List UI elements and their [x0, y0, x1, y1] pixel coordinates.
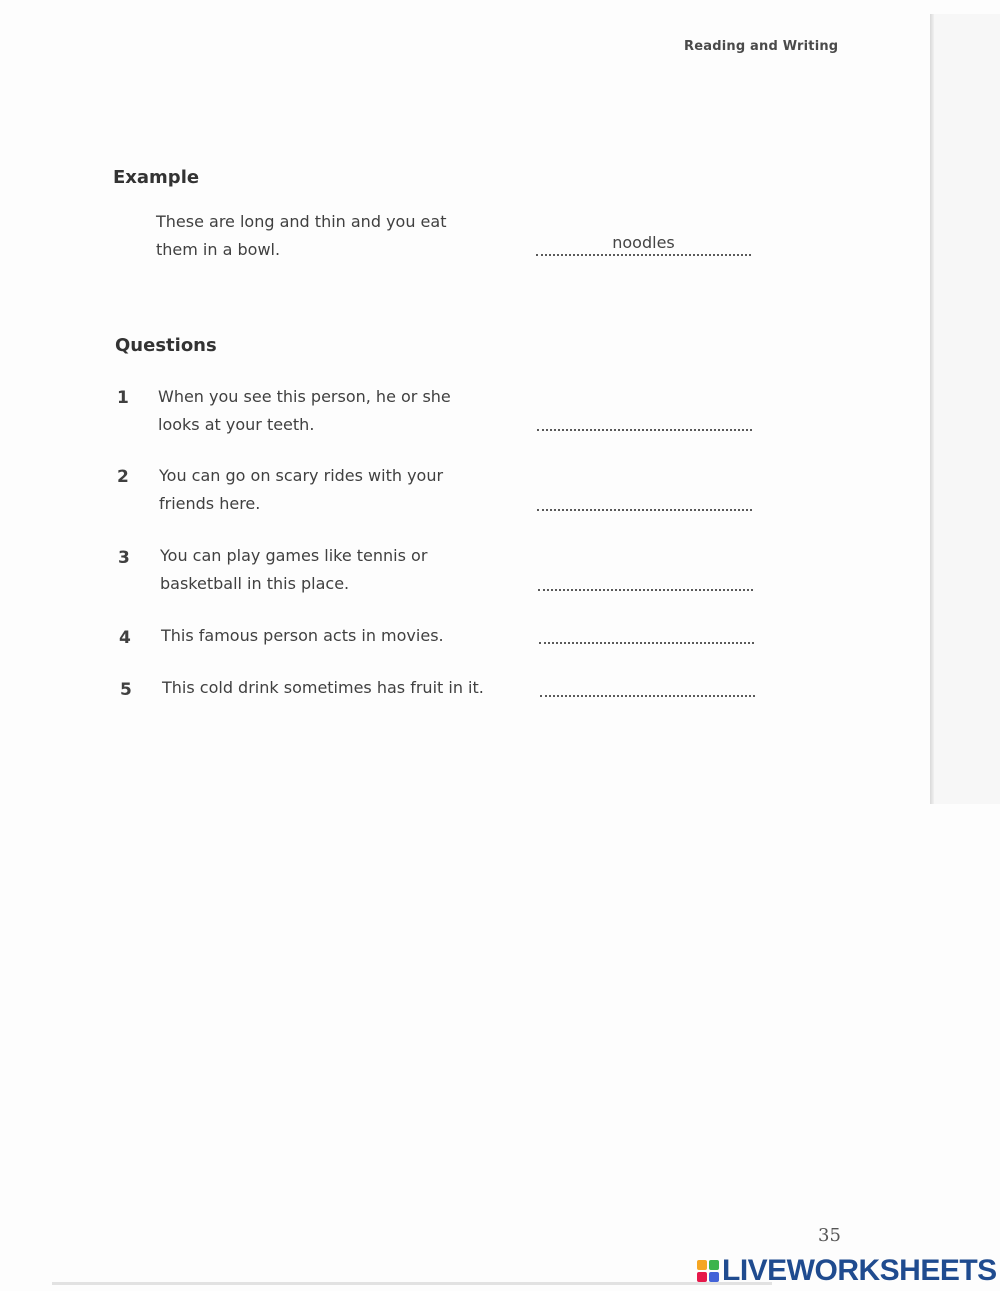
section-header: Reading and Writing: [684, 39, 839, 54]
question-2-line1: You can go on scary rides with your: [159, 466, 444, 485]
question-3-line2: basketball in this place.: [160, 574, 350, 593]
question-5-line1: This cold drink sometimes has fruit in it.: [162, 678, 484, 697]
question-1-line2: looks at your teeth.: [158, 415, 315, 434]
example-text-line1: These are long and thin and you eat: [156, 212, 447, 231]
question-number: 2: [117, 467, 129, 487]
example-title: Example: [113, 167, 200, 188]
question-number: 3: [118, 548, 130, 568]
example-text-line2: them in a bowl.: [156, 240, 281, 259]
questions-title: Questions: [115, 335, 217, 356]
logo-square: [697, 1272, 707, 1282]
example-answer-field: [536, 232, 751, 256]
question-1-line1: When you see this person, he or she: [158, 387, 451, 406]
page-number: 35: [818, 1225, 841, 1246]
liveworksheets-logo: [697, 1256, 997, 1286]
logo-text: LIVEWORKSHEETS: [722, 1254, 997, 1287]
logo-icon: [697, 1260, 719, 1282]
answer-field-2[interactable]: [537, 487, 752, 511]
question-3-line1: You can play games like tennis or: [160, 546, 428, 565]
logo-square: [697, 1260, 707, 1270]
page-edge-bottom: [52, 1282, 772, 1285]
logo-square: [709, 1272, 719, 1282]
answer-field-1[interactable]: [537, 407, 752, 431]
question-2-line2: friends here.: [159, 494, 261, 513]
question-4-line1: This famous person acts in movies.: [161, 626, 444, 645]
question-number: 4: [119, 628, 131, 648]
question-number: 5: [120, 680, 132, 700]
example-answer: noodles: [612, 233, 675, 252]
logo-square: [709, 1260, 719, 1270]
page-edge-right: [930, 14, 934, 804]
answer-field-3[interactable]: [538, 567, 753, 591]
question-number: 1: [117, 388, 129, 408]
answer-field-4[interactable]: [539, 620, 754, 644]
answer-field-5[interactable]: [540, 673, 755, 697]
scan-shadow: [934, 14, 1000, 804]
